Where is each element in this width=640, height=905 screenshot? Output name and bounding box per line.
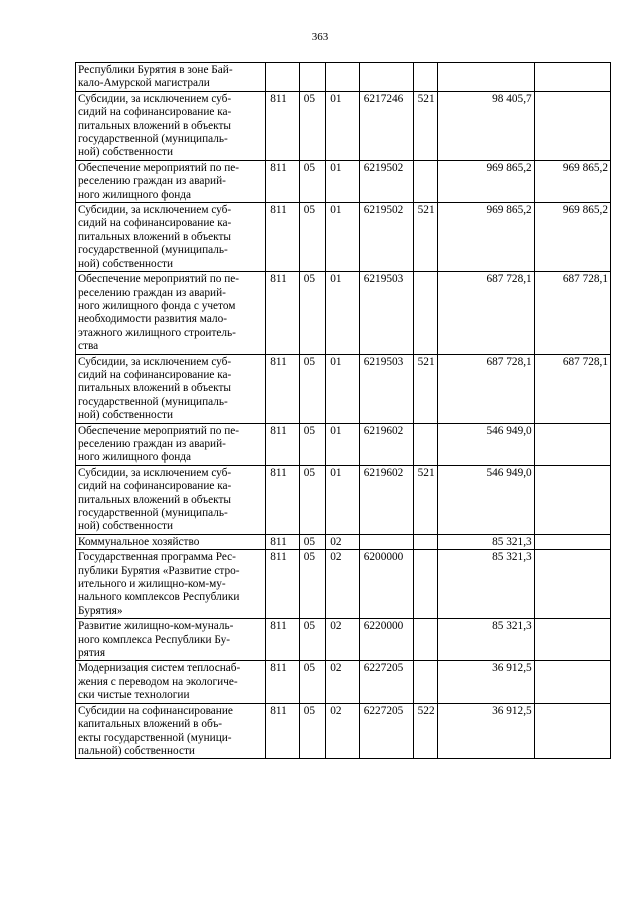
- row-vr: 521: [413, 465, 437, 534]
- table-row: [76, 550, 611, 619]
- row-cs: [359, 534, 413, 549]
- row-vr: [413, 550, 437, 619]
- row-pr: 02: [326, 550, 360, 619]
- row-cs: 6219502: [359, 160, 413, 202]
- row-sum-1: 546 949,0: [438, 465, 535, 534]
- row-name: Обеспечение мероприятий по пе- реселению граждан из аварий- ного жилищного фонда: [76, 423, 266, 465]
- row-name: Субсидии на софинансирование капитальных вложений в объ- екты государственной (муници- пальной) собственности: [76, 703, 266, 759]
- row-cs: 6219602: [359, 423, 413, 465]
- row-sum-2: 687 728,1: [534, 354, 610, 423]
- row-sum-1: 98 405,7: [438, 91, 535, 160]
- row-rz: 05: [299, 91, 325, 160]
- row-sum-1: 546 949,0: [438, 423, 535, 465]
- row-name: Субсидии, за исключением суб- сидий на софинансирование ка- питальных вложений в объекты государственной (муниципаль- ной) собственности: [76, 354, 266, 423]
- row-sum-1: 85 321,3: [438, 619, 535, 661]
- row-name: Субсидии, за исключением суб- сидий на софинансирование ка- питальных вложений в объекты государственной (муниципаль- ной) собственности: [76, 465, 266, 534]
- row-cs: 6219503: [359, 272, 413, 354]
- row-rz: 05: [299, 703, 325, 759]
- row-sum-2: [534, 465, 610, 534]
- row-cs: 6219602: [359, 465, 413, 534]
- row-ved: 811: [266, 160, 300, 202]
- row-rz: 05: [299, 354, 325, 423]
- row-cs: 6200000: [359, 550, 413, 619]
- row-cs: [359, 63, 413, 92]
- row-sum-1: 969 865,2: [438, 203, 535, 272]
- table-row: [76, 354, 611, 423]
- row-pr: [326, 63, 360, 92]
- row-ved: 811: [266, 465, 300, 534]
- table-row: [76, 423, 611, 465]
- row-sum-1: 85 321,3: [438, 534, 535, 549]
- row-rz: 05: [299, 465, 325, 534]
- row-name: Обеспечение мероприятий по пе- реселению граждан из аварий- ного жилищного фонда: [76, 160, 266, 202]
- row-pr: 02: [326, 661, 360, 703]
- row-rz: 05: [299, 203, 325, 272]
- row-name: Обеспечение мероприятий по пе- реселению граждан из аварий- ного жилищного фонда с учетом необходимости развития мало- этажного жилищного строитель- ства: [76, 272, 266, 354]
- row-pr: 02: [326, 619, 360, 661]
- row-name: Коммунальное хозяйство: [76, 534, 266, 549]
- table-row: [76, 203, 611, 272]
- budget-table-body: [76, 63, 611, 759]
- row-name: Республики Бурятия в зоне Бай- кало-Амурской магистрали: [76, 63, 266, 92]
- row-ved: [266, 63, 300, 92]
- row-vr: 521: [413, 91, 437, 160]
- row-sum-1: 969 865,2: [438, 160, 535, 202]
- row-name: Субсидии, за исключением суб- сидий на софинансирование ка- питальных вложений в объекты государственной (муниципаль- ной) собственности: [76, 91, 266, 160]
- row-vr: [413, 160, 437, 202]
- row-vr: [413, 661, 437, 703]
- row-pr: 02: [326, 534, 360, 549]
- budget-table: [75, 62, 611, 759]
- table-row: [76, 465, 611, 534]
- row-ved: 811: [266, 272, 300, 354]
- page-number: 363: [311, 31, 329, 43]
- row-sum-1: 85 321,3: [438, 550, 535, 619]
- row-sum-2: [534, 661, 610, 703]
- row-name: Субсидии, за исключением суб- сидий на софинансирование ка- питальных вложений в объекты государственной (муниципаль- ной) собственности: [76, 203, 266, 272]
- row-rz: 05: [299, 550, 325, 619]
- row-vr: 521: [413, 354, 437, 423]
- row-ved: 811: [266, 203, 300, 272]
- row-vr: [413, 272, 437, 354]
- row-sum-2: [534, 91, 610, 160]
- row-sum-2: [534, 63, 610, 92]
- row-ved: 811: [266, 423, 300, 465]
- row-pr: 01: [326, 465, 360, 534]
- row-sum-2: [534, 534, 610, 549]
- row-cs: 6219502: [359, 203, 413, 272]
- table-row: [76, 703, 611, 759]
- row-sum-1: 36 912,5: [438, 703, 535, 759]
- row-sum-1: 687 728,1: [438, 272, 535, 354]
- row-sum-2: [534, 619, 610, 661]
- row-ved: 811: [266, 619, 300, 661]
- row-rz: 05: [299, 661, 325, 703]
- table-row: [76, 534, 611, 549]
- row-vr: [413, 63, 437, 92]
- row-pr: 01: [326, 354, 360, 423]
- row-cs: 6227205: [359, 661, 413, 703]
- row-sum-2: [534, 703, 610, 759]
- row-ved: 811: [266, 703, 300, 759]
- row-rz: 05: [299, 160, 325, 202]
- row-sum-2: [534, 550, 610, 619]
- row-rz: 05: [299, 423, 325, 465]
- row-name: Модернизация систем теплоснаб- жения с переводом на экологиче- ски чистые технологии: [76, 661, 266, 703]
- row-rz: [299, 63, 325, 92]
- row-cs: 6220000: [359, 619, 413, 661]
- row-pr: 02: [326, 703, 360, 759]
- row-ved: 811: [266, 550, 300, 619]
- row-pr: 01: [326, 423, 360, 465]
- row-ved: 811: [266, 661, 300, 703]
- row-sum-2: 969 865,2: [534, 160, 610, 202]
- row-name: Развитие жилищно-ком-муналь- ного комплекса Республики Бу- рятия: [76, 619, 266, 661]
- row-sum-1: 36 912,5: [438, 661, 535, 703]
- row-sum-1: [438, 63, 535, 92]
- row-cs: 6219503: [359, 354, 413, 423]
- row-vr: [413, 423, 437, 465]
- row-pr: 01: [326, 91, 360, 160]
- row-name: Государственная программа Рес- публики Бурятия «Развитие стро- ительного и жилищно-ком-му- нального комплексов Республики Бурятия»: [76, 550, 266, 619]
- table-row: [76, 619, 611, 661]
- row-vr: [413, 619, 437, 661]
- row-ved: 811: [266, 91, 300, 160]
- row-sum-1: 687 728,1: [438, 354, 535, 423]
- row-vr: 521: [413, 203, 437, 272]
- row-pr: 01: [326, 160, 360, 202]
- row-rz: 05: [299, 534, 325, 549]
- row-rz: 05: [299, 272, 325, 354]
- table-row: [76, 272, 611, 354]
- row-sum-2: 687 728,1: [534, 272, 610, 354]
- row-vr: [413, 534, 437, 549]
- row-vr: 522: [413, 703, 437, 759]
- row-pr: 01: [326, 203, 360, 272]
- row-sum-2: 969 865,2: [534, 203, 610, 272]
- row-ved: 811: [266, 354, 300, 423]
- table-row: [76, 91, 611, 160]
- table-row: [76, 63, 611, 92]
- row-ved: 811: [266, 534, 300, 549]
- table-row: [76, 160, 611, 202]
- table-row: [76, 661, 611, 703]
- row-cs: 6227205: [359, 703, 413, 759]
- row-sum-2: [534, 423, 610, 465]
- row-rz: 05: [299, 619, 325, 661]
- row-cs: 6217246: [359, 91, 413, 160]
- row-pr: 01: [326, 272, 360, 354]
